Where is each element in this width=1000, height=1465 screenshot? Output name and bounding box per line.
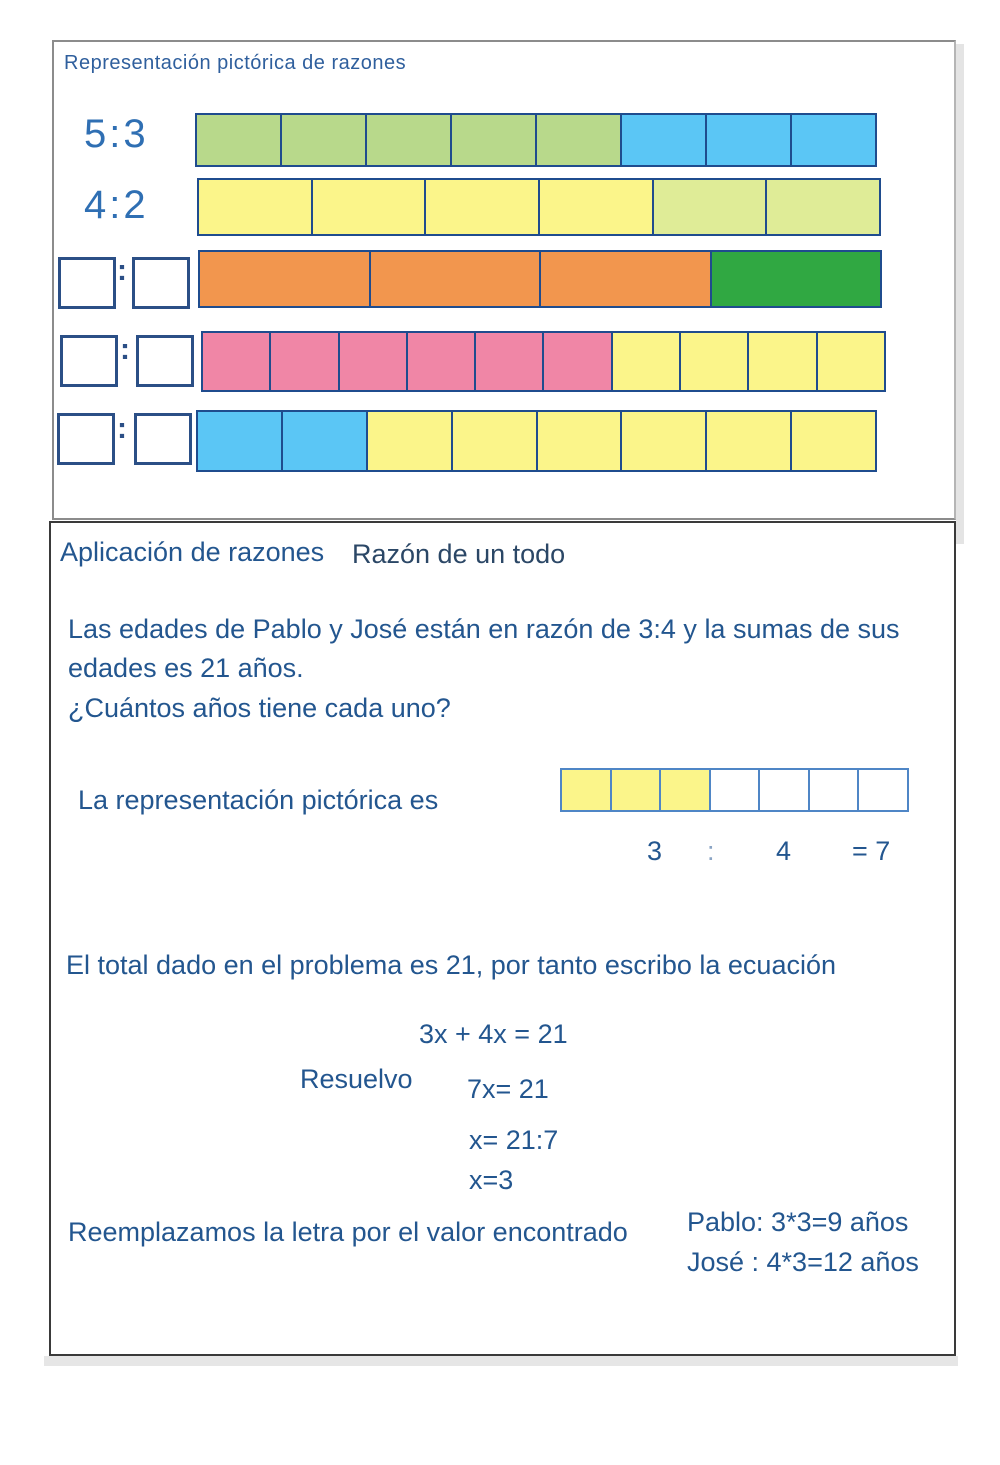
bar-2-segment [540,180,654,234]
answer-box-3b[interactable] [132,257,190,309]
colon-4: : [120,333,130,366]
answer-box-4b[interactable] [136,335,194,387]
pictorial-segment [661,770,711,810]
bar-4-segment [476,333,544,390]
bar-4-segment [613,333,681,390]
pictorial-segment [612,770,662,810]
ratio-bar-1 [195,113,877,167]
bottom-panel-shadow [44,1356,958,1366]
bar-5-segment [538,412,623,470]
bar-4-segment [203,333,271,390]
bar-2-segment [654,180,768,234]
pictorial-segment [760,770,810,810]
answer-box-5a[interactable] [57,413,115,465]
bar-3-segment [541,252,712,306]
solve-step-1: 7x= 21 [467,1074,549,1104]
bar-4-segment [340,333,408,390]
bar-3-segment [200,252,371,306]
bar-1-segment [282,115,367,165]
bar-5-segment [283,412,368,470]
bar-4-segment [681,333,749,390]
bar-2-segment [426,180,540,234]
answer-box-4a[interactable] [60,335,118,387]
total-statement: El total dado en el problema es 21, por tanto escribo la ecuación [66,950,836,980]
bar-2-segment [199,180,313,234]
top-panel-title: Representación pictórica de razones [64,52,407,74]
colon-3: : [117,254,127,287]
bar-2-segment [313,180,427,234]
ratio-bar-5 [196,410,877,472]
answer-box-5b[interactable] [134,413,192,465]
bar-5-segment [368,412,453,470]
ratio-bar-3 [198,250,882,308]
solve-step-3: x=3 [469,1165,514,1195]
ratio-total: = 7 [852,836,891,866]
bar-1-segment [622,115,707,165]
bar-3-segment [712,252,881,306]
ratio-part-a: 3 [647,836,663,866]
result-pablo: Pablo: 3*3=9 años [687,1207,909,1237]
heading-application: Aplicación de razones [60,537,325,567]
bar-5-segment [792,412,875,470]
solve-step-2: x= 21:7 [469,1125,559,1155]
ratio-label-1: 5:3 [84,112,149,156]
colon-5: : [117,412,127,445]
bar-1-segment [537,115,622,165]
bar-5-segment [707,412,792,470]
answer-box-3a[interactable] [58,257,116,309]
result-jose: José : 4*3=12 años [687,1247,919,1277]
bar-4-segment [749,333,817,390]
problem-line-1: Las edades de Pablo y José están en razón de 3:4 y la sumas de sus [68,614,900,644]
bar-1-segment [197,115,282,165]
bar-3-segment [371,252,542,306]
top-panel-shadow [956,44,964,544]
bar-5-segment [622,412,707,470]
bar-5-segment [453,412,538,470]
equation: 3x + 4x = 21 [419,1019,568,1049]
solve-label: Resuelvo [300,1064,413,1094]
heading-ratio-whole: Razón de un todo [352,539,566,569]
ratio-bar-2 [197,178,881,236]
ratio-colon: : [707,836,715,866]
pictorial-segment [859,770,907,810]
pictorial-segment [711,770,761,810]
bar-4-segment [408,333,476,390]
ratio-bar-4 [201,331,886,392]
ratio-label-2: 4:2 [84,183,149,227]
ratio-part-b: 4 [776,836,792,866]
problem-line-2: edades es 21 años. [68,653,304,683]
problem-question: ¿Cuántos años tiene cada uno? [68,693,451,723]
bar-4-segment [818,333,884,390]
bar-5-segment [198,412,283,470]
pictorial-segment [562,770,612,810]
pictorial-label: La representación pictórica es [78,785,439,815]
bar-1-segment [792,115,875,165]
bar-1-segment [367,115,452,165]
bar-1-segment [452,115,537,165]
bar-4-segment [271,333,339,390]
bar-1-segment [707,115,792,165]
replace-statement: Reemplazamos la letra por el valor encontrado [68,1217,628,1247]
pictorial-segment [810,770,860,810]
pictorial-ratio-bar [560,768,909,812]
bar-4-segment [544,333,612,390]
bar-2-segment [767,180,879,234]
